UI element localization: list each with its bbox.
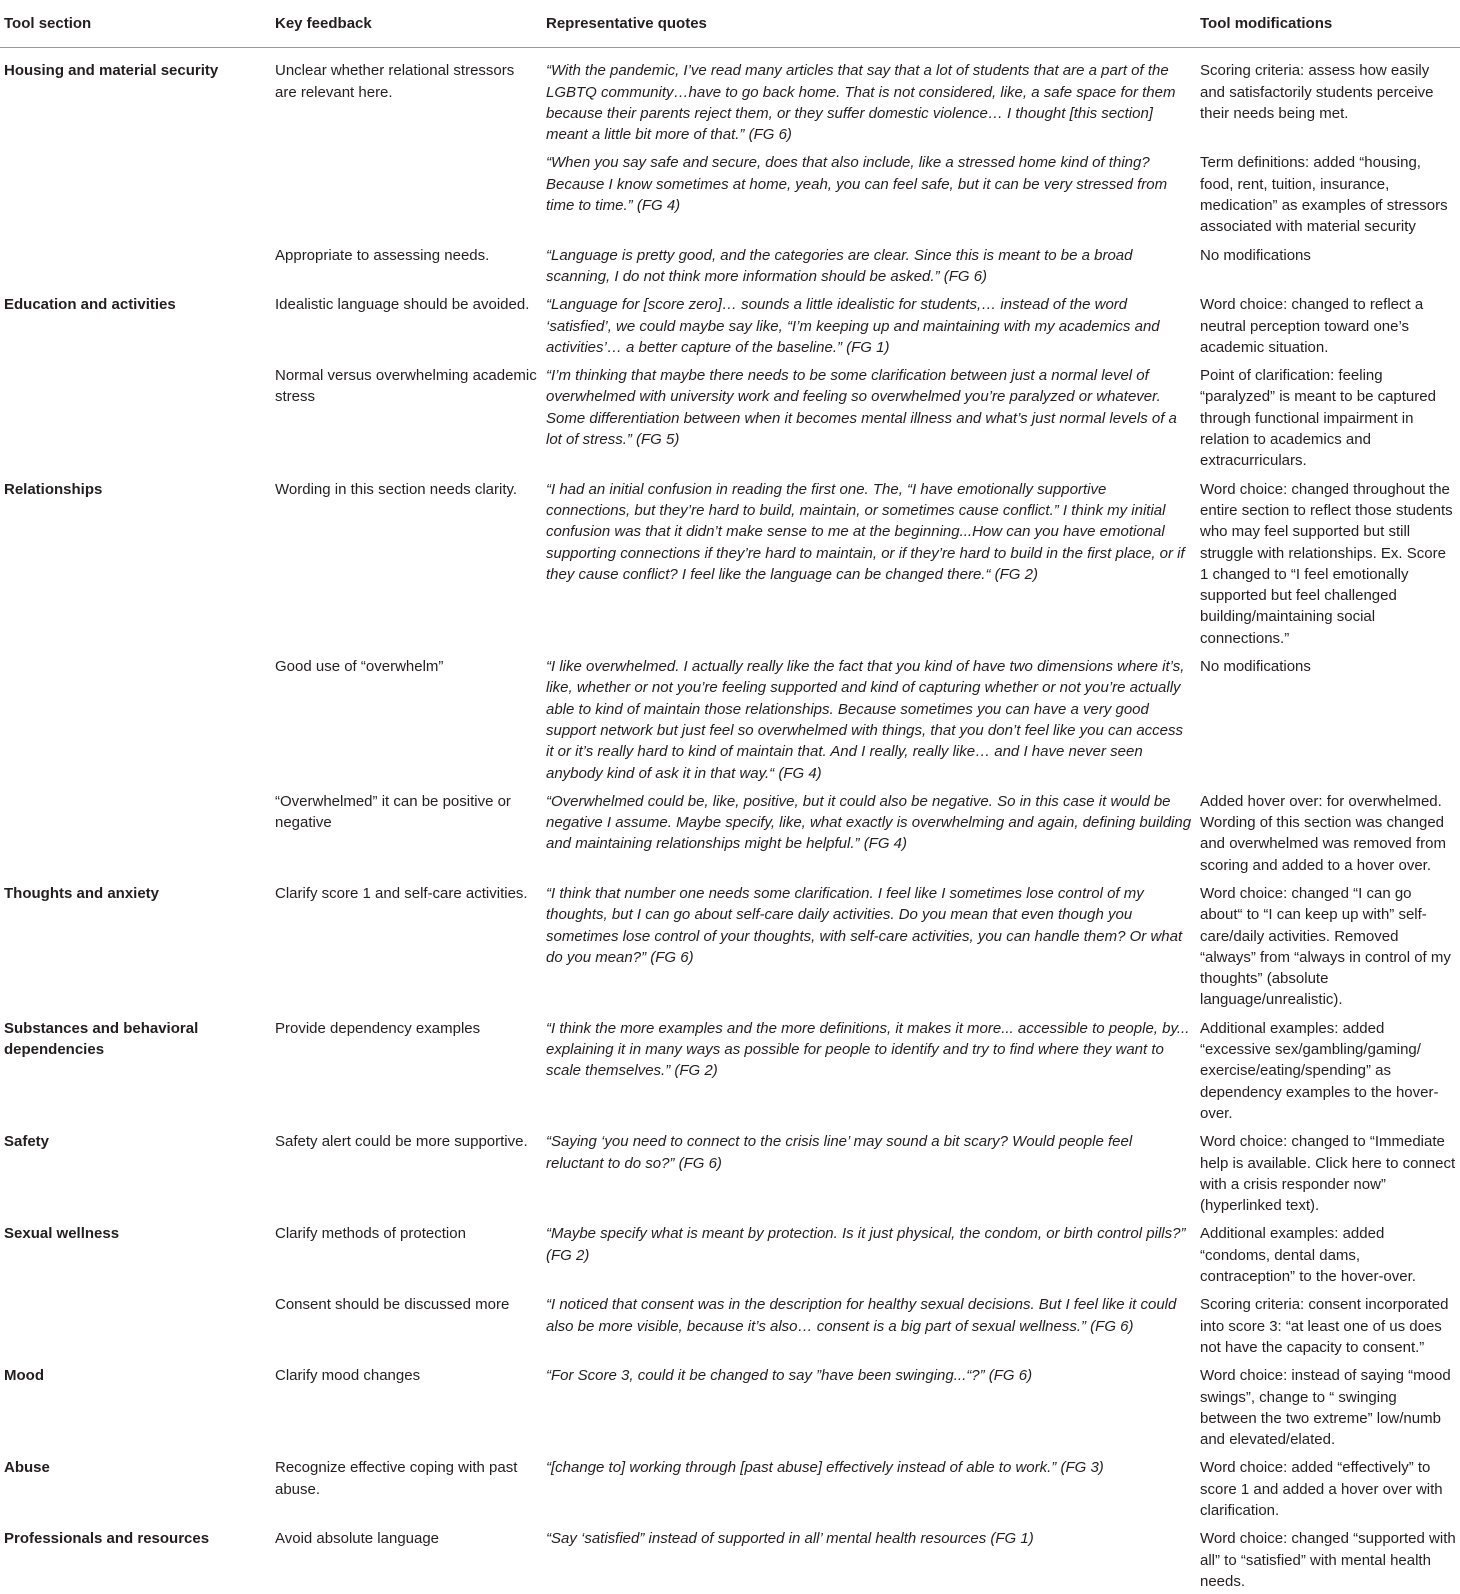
modification-cell: No modifications [1200,246,1311,264]
section-cell: Relationships [4,480,103,498]
table-row [0,1126,1460,1218]
feedback-cell: “Overwhelmed” it can be positive or negative [275,792,511,832]
quote-cell: “I like overwhelmed. I actually really like the fact that you kind of have two dimensions where it’s, like, whether or not you’re feeling supported and kind of capturing whether or not you’re actually able to kind of maintain those relationships. Because sometimes you can have a very good support network but just feel so overwhelmed with things, that you don’t feel like you can access it or it’s really hard to kind of maintain that. And I really, really like… and I have never seen anybody kind of ask it in that way.“ (FG 4) [546,658,1185,782]
feedback-cell: Clarify score 1 and self-care activities. [275,884,528,902]
modification-cell: Word choice: changed “I can go about“ to “I can keep up with” self-care/daily activities. Removed “always” from “always in control of my thoughts” (absolute language/unrealistic). [1200,884,1451,1009]
feedback-cell: Appropriate to assessing needs. [275,246,490,264]
quote-cell: “Saying ‘you need to connect to the crisis line’ may sound a bit scary? Would people feel reluctant to do so?” (FG 6) [546,1133,1133,1172]
feedback-cell: Avoid absolute language [275,1530,440,1548]
section-cell: Mood [4,1367,44,1385]
table-row [0,289,1460,360]
modification-cell: Word choice: changed to reflect a neutral perception toward one’s academic situation. [1200,296,1424,356]
quote-cell: “With the pandemic, I’ve read many articles that say that a lot of students that are a part of the LGBTQ community…have to go back home. That is not considered, like, a safe space for them because their parents reject them, or they suffer domestic violence… I thought [this section] meant a little bit more of that.” (FG 6) [546,62,1176,144]
modification-cell: Additional examples: added “excessive sex/gambling/gaming/ exercise/eating/spending” as dependency examples to the hover-over. [1200,1019,1439,1122]
feedback-cell: Good use of “overwhelm” [275,658,444,676]
modification-cell: Scoring criteria: consent incorporated into score 3: “at least one of us does not have the capacity to consent.” [1200,1296,1449,1356]
feedback-cell: Clarify methods of protection [275,1225,466,1243]
table-row [0,1452,1460,1523]
modification-cell: Added hover over: for overwhelmed. Wording of this section was changed and overwhelmed was removed from scoring and added to a hover over. [1200,792,1446,874]
modification-cell: Word choice: changed “supported with all” to “satisfied” with mental health needs. [1200,1530,1456,1590]
table-row [0,474,1460,651]
section-cell: Housing and material security [4,62,219,80]
modification-cell: Word choice: changed throughout the entire section to reflect those students who may feel supported but still struggle with relationships. Ex. Score 1 changed to “I feel emotionally supported but feel challenged building/maintaining social connections.” [1200,480,1453,647]
section-cell: Substances and behavioral dependencies [4,1019,199,1059]
quote-cell: “Maybe specify what is meant by protection. Is it just physical, the condom, or birth control pills?” (FG 2) [546,1225,1186,1264]
modification-cell: Word choice: changed to “Immediate help is available. Click here to connect with a crisis responder now” (hyperlinked text). [1200,1133,1456,1215]
quote-cell: “Say ‘satisfied” instead of supported in all’ mental health resources (FG 1) [546,1530,1034,1548]
quote-cell: “When you say safe and secure, does that also include, like a stressed home kind of thing? Because I know sometimes at home, yeah, you can feel safe, but it can be very stressed from time to time.” (FG 4) [546,154,1168,215]
header-tool-modifications: Tool modifications [1196,0,1460,48]
section-cell: Abuse [4,1459,50,1477]
section-cell [0,360,271,473]
quote-cell: “Overwhelmed could be, like, positive, but it could also be negative. So in this case it would be negative I assume. Maybe specify, like, what exactly is overwhelming and again, defining building and maintaining relationships might be helpful.” (FG 4) [546,792,1192,853]
modification-cell: Word choice: added “effectively” to score 1 and added a hover over with clarification. [1200,1459,1443,1519]
section-cell: Thoughts and anxiety [4,884,160,902]
modification-cell: Scoring criteria: assess how easily and satisfactorily students perceive their needs being met. [1200,62,1434,122]
table-row [0,786,1460,878]
table-row [0,360,1460,473]
quote-cell: “For Score 3, could it be changed to say ”have been swinging...“?” (FG 6) [546,1367,1033,1385]
quote-cell: “[change to] working through [past abuse] effectively instead of able to work.” (FG 3) [546,1459,1104,1477]
modification-cell: Point of clarification: feeling “paralyzed” is meant to be captured through functional impairment in relation to academics and extracurriculars. [1200,367,1436,470]
table-row [0,878,1460,1013]
quote-cell: “I noticed that consent was in the description for healthy sexual decisions. But I feel like it could also be more visible, because it’s also… consent is a big part of sexual wellness.” (FG 6) [546,1296,1177,1335]
section-cell: Professionals and resources [4,1530,210,1548]
section-cell: Education and activities [4,296,176,314]
feedback-cell: Consent should be discussed more [275,1296,510,1314]
quote-cell: “I’m thinking that maybe there needs to be some clarification between just a normal level of overwhelmed with university work and feeling so overwhelmed you’re paralyzed or whatever. Some differentiation between when it becomes mental illness and what’s just normal levels of a lot of stress.” (FG 5) [546,367,1177,449]
table-row [0,1013,1460,1126]
table-row [0,1218,1460,1289]
quote-cell: “I think the more examples and the more definitions, it makes it more... accessible to people, by... explaining it in many ways as possible for people to identify and try to find where they want to scale themselves.” (FG 2) [546,1019,1190,1080]
section-cell [0,1289,271,1360]
table-row [0,147,1460,239]
section-cell [0,147,271,239]
quote-cell: “Language for [score zero]… sounds a little idealistic for students,… instead of the word ‘satisfied’, we could maybe say like, “I’m keeping up and maintaining with my academics and activities’… a better capture of the baseline.” (FG 1) [546,296,1160,356]
table-row [0,651,1460,786]
table-row [0,1360,1460,1452]
header-representative-quotes: Representative quotes [542,0,1196,48]
table-row [0,48,1460,148]
section-cell [0,651,271,786]
feedback-cell: Safety alert could be more supportive. [275,1133,528,1151]
quote-cell: “Language is pretty good, and the categories are clear. Since this is meant to be a broad scanning, I do not think more information should be asked.” (FG 6) [546,246,1133,285]
feedback-cell: Clarify mood changes [275,1367,421,1385]
section-cell: Sexual wellness [4,1225,120,1243]
modification-cell: No modifications [1200,658,1311,676]
modification-cell: Additional examples: added “condoms, dental dams, contraception” to the hover-over. [1200,1225,1416,1286]
feedback-cell: Idealistic language should be avoided. [275,296,530,314]
feedback-cell: Unclear whether relational stressors are relevant here. [275,62,515,101]
header-tool-section: Tool section [0,0,271,48]
feedback-cell [271,147,542,239]
header-row [0,0,1460,48]
table-row [0,1523,1460,1594]
feedback-cell: Normal versus overwhelming academic stress [275,367,537,406]
section-cell [0,786,271,878]
quote-cell: “I think that number one needs some clarification. I feel like I sometimes lose control of my thoughts, but I can go about self-care daily activities. Do you mean that even though you sometimes lose control of your thoughts, with self-care activities, you can handle them? Or what do you mean?” (FG 6) [546,884,1183,966]
feedback-cell: Provide dependency examples [275,1019,481,1037]
quote-cell: “I had an initial confusion in reading the first one. The, “I have emotionally supportive connections, but they’re hard to build, maintain, or sometimes cause conflict.” I think my initial confusion was that it didn’t make sense to me at the beginning...How can you have emotional supporting connections if they’re hard to maintain, or if they’re hard to build in the first place, or if they cause conflict? I feel like the language can be changed there.“ (FG 2) [546,480,1185,583]
modification-cell: Term definitions: added “housing, food, rent, tuition, insurance, medication” as examples of stressors associated with material security [1200,154,1448,236]
feedback-cell: Wording in this section needs clarity. [275,480,518,498]
section-cell [0,240,271,290]
feedback-cell: Recognize effective coping with past abuse. [275,1459,518,1498]
modification-cell: Word choice: instead of saying “mood swings”, change to “ swinging between the two extreme” low/numb and elevated/elated. [1200,1367,1451,1449]
table-row [0,1289,1460,1360]
header-key-feedback: Key feedback [271,0,542,48]
section-cell: Safety [4,1133,50,1151]
table-row [0,240,1460,290]
